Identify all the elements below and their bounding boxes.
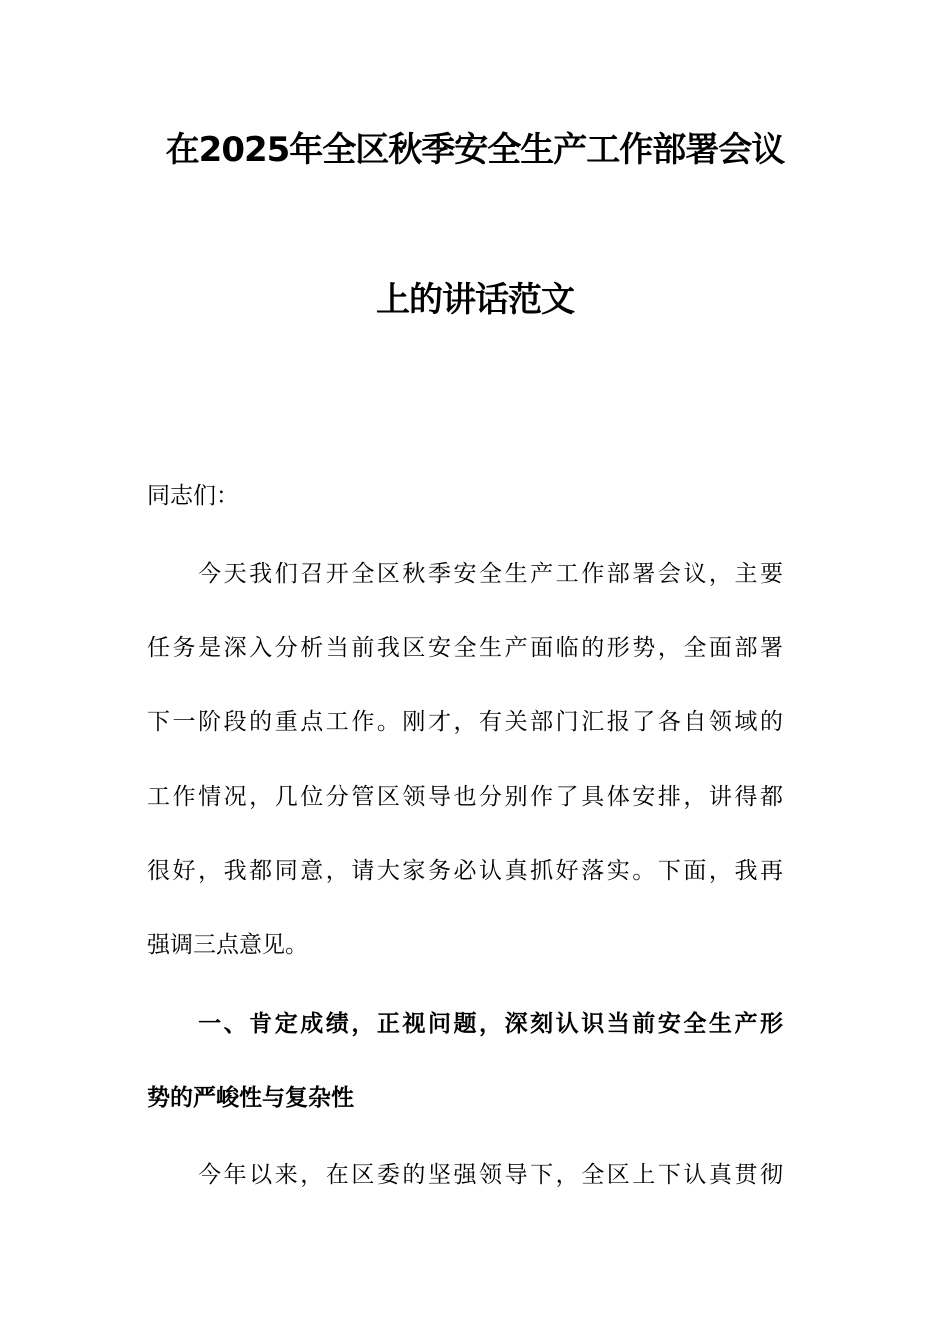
document-title-line-1: 在2025年全区秋季安全生产工作部署会议 [165,130,785,170]
paragraph-1-line-3: 下一阶段的重点工作。刚才，有关部门汇报了各自领域的 [147,709,783,735]
section-heading-1-line-1: 一、肯定成绩，正视问题，深刻认识当前安全生产形 [147,1011,783,1037]
paragraph-2-line-1: 今年以来，在区委的坚强领导下，全区上下认真贯彻 [147,1162,783,1188]
paragraph-1-line-6: 强调三点意见。 [147,932,308,958]
document-title-line-2: 上的讲话范文 [376,280,574,320]
paragraph-1-line-2: 任务是深入分析当前我区安全生产面临的形势，全面部署 [147,635,783,661]
paragraph-1-line-4: 工作情况，几位分管区领导也分别作了具体安排，讲得都 [147,784,783,810]
salutation: 同志们： [147,483,239,509]
paragraph-1-line-1: 今天我们召开全区秋季安全生产工作部署会议，主要 [147,561,783,587]
paragraph-1-line-5: 很好，我都同意，请大家务必认真抓好落实。下面，我再 [147,858,783,884]
section-heading-1-line-2: 势的严峻性与复杂性 [147,1085,354,1111]
